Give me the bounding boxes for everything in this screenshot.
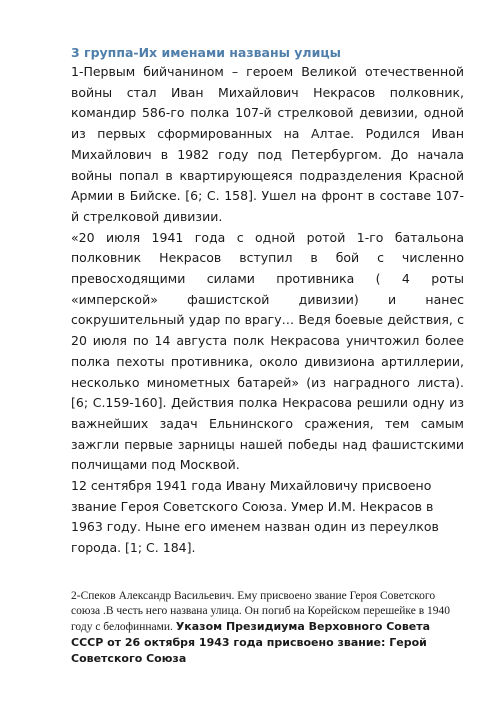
- spekov-text: 2-Спеков Александр Васильевич. Ему присвоено звание Героя Советского союза .В честь него названа улица. Он погиб на Корейском перешейке в 1940 году с белофиннами.: [71, 589, 451, 633]
- paragraph-nekrasov-award: 12 сентября 1941 года Ивану Михайловичу присвоено звание Героя Советского Союза. Умер И.М. Некрасов в 1963 году. Ныне его именем назван один из переулков города. [1; С. 184].: [71, 478, 439, 556]
- paragraph-nekrasov-battle: «20 июля 1941 года с одной ротой 1-го батальона полковник Некрасов вступил в бой с численно превосходящими силами противника ( 4 роты «имперской» фашистской дивизии) и нанес сокрушительный удар по врагу… Ведя боевые действия, с 20 июля по 14 августа полк Некрасова уничтожил более полка пехоты противника, около дивизиона артиллерии, несколько минометных батарей» (из наградного листа). [6; С.159-160]. Действия полка Некрасова решили одну из важнейших задач Ельнинского сражения, тем самым зажгли первые зарницы нашей победы над фашистскими полчищами под Москвой.: [71, 229, 464, 473]
- paragraph-nekrasov-bio: 1-Первым бийчанином – героем Великой отечественной войны стал Иван Михайлович Некрасов полковник, командир 586-го полка 107-й стрелковой девизии, одной из первых сформированных на Алтае. Родился Иван Михайлович в 1982 году под Петербургом. До начала войны попал в квартирующеяся подразделения Красной Армии в Бийске. [6; С. 158]. Ушел на фронт в составе 107-й стрелковой дивизии.: [71, 64, 464, 224]
- section-heading: 3 группа-Их именами названы улицы: [71, 45, 341, 60]
- document-page: [71, 44, 464, 667]
- paragraph-spekov: [71, 589, 464, 667]
- spacer: [71, 559, 464, 589]
- spekov-decree-text: Указом Президиума Верховного Совета СССР от 26 октября 1943 года присвоено звание: Герой Советского Союза: [71, 619, 431, 665]
